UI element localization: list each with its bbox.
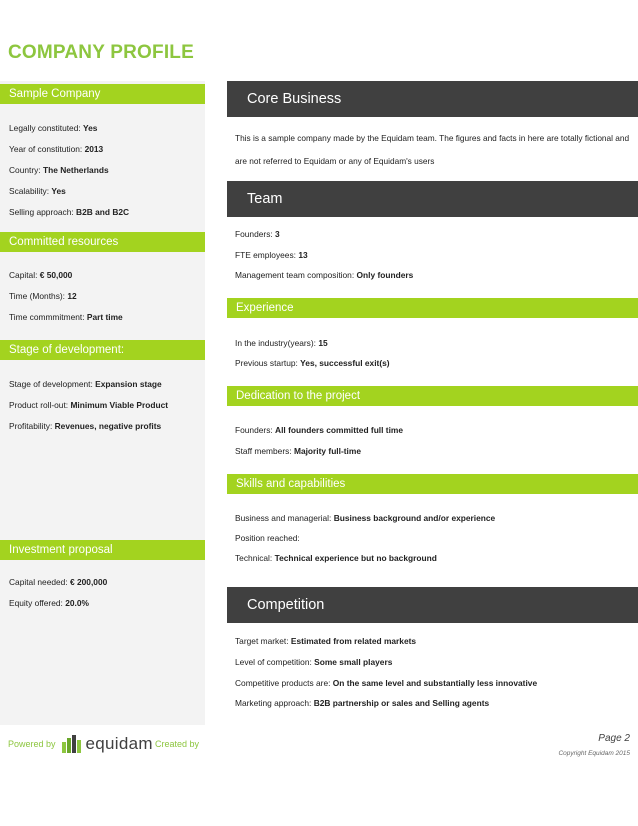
- row-staff-members: Staff members: Majority full-time: [235, 446, 361, 456]
- footer-powered-by: [8, 734, 153, 754]
- row-marketing-approach: Marketing approach: B2B partnership or sales and Selling agents: [235, 698, 490, 708]
- section-heading-core-business: Core Business: [227, 81, 638, 117]
- row-capital-needed: Capital needed: € 200,000: [9, 577, 108, 587]
- row-capital: Capital: € 50,000: [9, 270, 73, 280]
- equidam-logo-icon: [62, 735, 82, 753]
- row-product-roll-out: Product roll-out: Minimum Viable Product: [9, 400, 169, 410]
- row-year-of-constitution: Year of constitution: 2013: [9, 144, 104, 154]
- page-number: Page 2: [598, 733, 630, 744]
- section-heading-investment-proposal: Investment proposal: [0, 540, 205, 560]
- section-heading-committed-resources: Committed resources: [0, 232, 205, 252]
- row-profitability: Profitability: Revenues, negative profits: [9, 421, 162, 431]
- row-business-managerial: Business and managerial: Business background and/or experience: [235, 513, 496, 523]
- row-dedication-founders: Founders: All founders committed full time: [235, 425, 404, 435]
- row-industry-years: In the industry(years): 15: [235, 338, 328, 348]
- section-heading-team: Team: [227, 181, 638, 217]
- row-selling-approach: Selling approach: B2B and B2C: [9, 207, 130, 217]
- row-equity-offered: Equity offered: 20.0%: [9, 598, 89, 608]
- copyright-notice: Copyright Equidam 2015: [558, 750, 630, 757]
- row-time-commitment: Time commmitment: Part time: [9, 312, 123, 322]
- section-heading-experience: Experience: [227, 298, 638, 318]
- row-technical: Technical: Technical experience but no background: [235, 553, 437, 563]
- row-position-reached: Position reached:: [235, 533, 300, 543]
- section-heading-sample-company: Sample Company: [0, 84, 205, 104]
- equidam-logo-text: equidam: [85, 734, 153, 753]
- footer-created-by: Created by: [155, 739, 200, 749]
- core-business-text: This is a sample company made by the Equidam team. The figures and facts in here are totally fictional and are not referred to Equidam or any of Equidam's users: [235, 133, 630, 166]
- row-fte-employees: FTE employees: 13: [235, 250, 308, 260]
- page-title: COMPANY PROFILE: [8, 42, 194, 63]
- row-stage-of-development: Stage of development: Expansion stage: [9, 379, 162, 389]
- row-country: Country: The Netherlands: [9, 165, 109, 175]
- row-scalability: Scalability: Yes: [9, 186, 66, 196]
- row-management-team: Management team composition: Only founders: [235, 270, 414, 280]
- powered-by-label: Powered by: [8, 739, 56, 749]
- row-previous-startup: Previous startup: Yes, successful exit(s): [235, 358, 390, 368]
- section-heading-stage-of-development: Stage of development:: [0, 340, 205, 360]
- row-target-market: Target market: Estimated from related markets: [235, 636, 417, 646]
- row-time-months: Time (Months): 12: [9, 291, 77, 301]
- section-heading-competition: Competition: [227, 587, 638, 623]
- section-heading-dedication: Dedication to the project: [227, 386, 638, 406]
- left-column: [0, 81, 205, 725]
- row-legally-constituted: Legally constituted: Yes: [9, 123, 98, 133]
- section-heading-skills: Skills and capabilities: [227, 474, 638, 494]
- row-competitive-products: Competitive products are: On the same level and substantially less innovative: [235, 678, 538, 688]
- row-level-of-competition: Level of competition: Some small players: [235, 657, 393, 667]
- row-founders: Founders: 3: [235, 229, 280, 239]
